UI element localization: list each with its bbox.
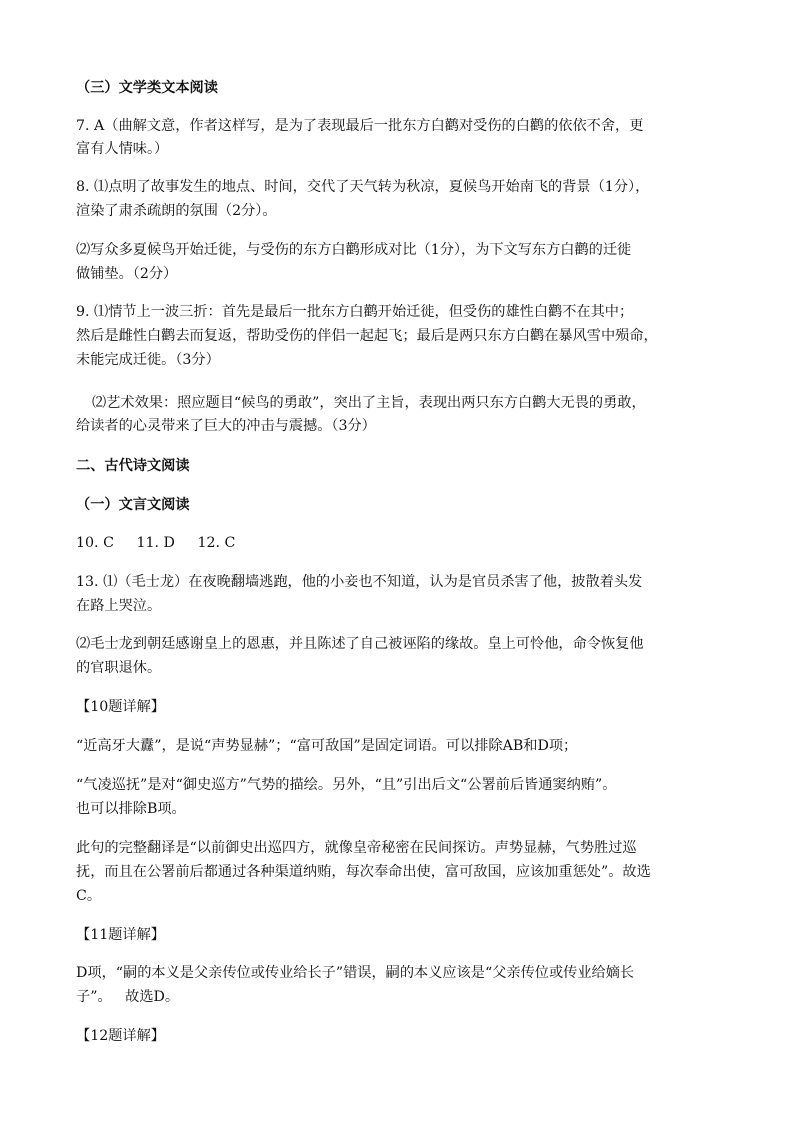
answer-9-2-line-2: 给读者的心灵带来了巨大的冲击与震撼。（3分） xyxy=(76,418,376,434)
detail-10-line-6: C。 xyxy=(76,888,102,904)
answer-7-line-1: 7. A（曲解文意，作者这样写，是为了表现最后一批东方白鹳对受伤的白鹳的依依不舍，更 xyxy=(76,118,644,134)
detail-heading-11: 【11题详解】 xyxy=(76,927,165,943)
detail-heading-10: 【10题详解】 xyxy=(76,699,165,715)
answer-8-2-line-1: ⑵写众多夏候鸟开始迁徙，与受伤的东方白鹳形成对比（1分），为下文写东方白鹳的迁徙 xyxy=(76,242,632,258)
answer-9-2-line-1: ⑵艺术效果：照应题目“候鸟的勇敢”，突出了主旨，表现出两只东方白鹳大无畏的勇敢， xyxy=(92,395,646,411)
answer-7-line-2: 富有人情味。） xyxy=(76,141,169,157)
section-heading-classical-prose: （一）文言文阅读 xyxy=(76,497,190,513)
answer-13-1-line-2: 在路上哭泣。 xyxy=(76,598,162,614)
answer-8-2-line-2: 做铺垫。（2分） xyxy=(76,266,178,282)
section-heading-classical-reading: 二、古代诗文阅读 xyxy=(76,458,190,474)
detail-10-line-1: “近高牙大纛”，是说“声势显赫”；“富可敌国”是固定词语。可以排除AB和D项； xyxy=(76,738,578,754)
detail-11-line-2: 子”。 故选D。 xyxy=(76,989,180,1005)
detail-11-line-1: D项，“嗣的本义是父亲传位或传业给长子”错误，嗣的本义应该是“父亲传位或传业给嫡长 xyxy=(76,965,635,981)
detail-10-line-2: “气凌巡抚”是对“御史巡方”气势的描绘。另外，“且”引出后文“公署前后皆通窦纳贿”。 xyxy=(76,777,617,793)
detail-10-line-4: 此句的完整翻译是“以前御史出巡四方，就像皇帝秘密在民间探访。声势显赫，气势胜过巡 xyxy=(76,840,637,856)
answer-9-1-line-3: 未能完成迁徙。（3分） xyxy=(76,352,220,368)
detail-10-line-3: 也可以排除B项。 xyxy=(76,801,186,817)
answer-9-1-line-2: 然后是雌性白鹳去而复返，帮助受伤的伴侣一起起飞；最后是两只东方白鹳在暴风雪中殒命， xyxy=(76,328,658,344)
detail-heading-12: 【12题详解】 xyxy=(76,1028,165,1044)
detail-10-line-5: 抚，而且在公署前后都通过各种渠道纳贿，每次奉命出使，富可敌国，应该加重惩处”。故选 xyxy=(76,864,651,880)
answer-13-2-line-1: ⑵毛士龙到朝廷感谢皇上的恩惠，并且陈述了自己被诬陷的缘故。皇上可怜他，命令恢复他 xyxy=(76,636,644,652)
answer-8-1-line-2: 渲染了肃杀疏朗的氛围（2分）。 xyxy=(76,203,277,219)
answer-13-2-line-2: 的官职退休。 xyxy=(76,660,162,676)
answer-9-1-line-1: 9. ⑴情节上一波三折：首先是最后一批东方白鹳开始迁徙，但受伤的雄性白鹳不在其中； xyxy=(76,304,634,320)
answers-10-12: 10. C 11. D 12. C xyxy=(76,535,236,551)
section-heading-literary-reading: （三）文学类文本阅读 xyxy=(76,80,218,96)
answer-13-1-line-1: 13. ⑴（毛士龙）在夜晚翻墙逃跑，他的小妾也不知道，认为是官员杀害了他，披散着头发 xyxy=(76,574,643,590)
answer-8-1-line-1: 8. ⑴点明了故事发生的地点、时间，交代了天气转为秋凉，夏候鸟开始南飞的背景（1分）， xyxy=(76,179,650,195)
